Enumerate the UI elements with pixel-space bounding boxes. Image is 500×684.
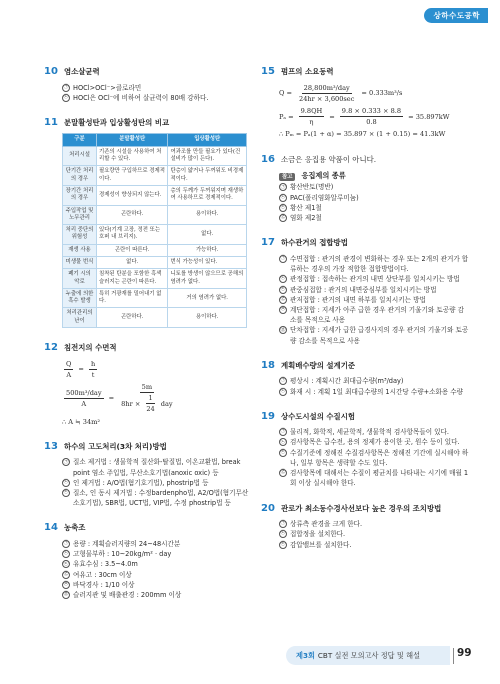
item-text: 관정접합 : 접속하는 관거의 내면 상단부를 일치시키는 방법 — [290, 275, 460, 284]
answer-item — [44, 488, 249, 508]
footer-text: CBT 실전 모의고사 정답 및 해설 — [317, 650, 421, 660]
table-cell: 곤란하다. — [97, 308, 168, 328]
question-11 — [44, 115, 249, 328]
equation-line: Q = $\frac{\text{28,800m³/day}}{24hr \times 3,600\sec}$ = 0.333m³/s — [279, 83, 403, 103]
table-cell: 필요량만 구입하므로 경제적이다. — [97, 166, 168, 186]
item-marker: ㉣ — [280, 469, 286, 476]
question-number: 12 — [44, 342, 58, 354]
item-marker: ㉡ — [280, 387, 286, 394]
question-heading: 하수관거의 접합방법 — [281, 238, 348, 248]
item-marker: ㉠ — [63, 83, 69, 90]
item-text: 감압밸브를 설치한다. — [290, 540, 352, 549]
question-12 — [44, 340, 249, 427]
hint-badge: 참고 — [279, 173, 295, 181]
footer-divider — [453, 648, 454, 664]
table-row — [63, 244, 247, 256]
item-text: 황산 제1철 — [290, 203, 322, 212]
question-number: 15 — [261, 66, 275, 77]
table-row — [63, 185, 247, 205]
table-header-cell: 구분 — [63, 134, 97, 146]
right-column — [261, 64, 469, 562]
section-tag: 상하수도공학 — [424, 8, 488, 23]
item-text: 염화 제2철 — [290, 214, 322, 223]
row-label-cell: 처리관리의 난이 — [63, 308, 97, 328]
item-marker: ㉡ — [280, 530, 286, 537]
fraction: $\frac{1}{24}$ — [146, 394, 155, 414]
item-marker: ㉠ — [280, 183, 286, 190]
table-cell: 가능하다. — [168, 244, 247, 256]
item-marker: ㉥ — [280, 326, 286, 333]
item-text: 슬러지관 및 배출관경 : 200mm 이상 — [73, 591, 182, 600]
footer-round: 제3회 — [296, 650, 315, 660]
fraction: $\frac{\text{500m³/day}}{A}$ — [66, 388, 102, 408]
row-label-cell: 주입작업 및 노무관리 — [63, 205, 97, 225]
question-20 — [261, 501, 469, 550]
item-marker: ㉣ — [63, 570, 69, 577]
answer-item — [261, 448, 469, 468]
item-marker: ㉤ — [280, 306, 286, 313]
question-number: 13 — [44, 440, 58, 452]
item-text: 고형물부하 : 10~20kg/m² · day — [73, 550, 172, 559]
answer-item — [261, 203, 469, 213]
answer-item — [261, 295, 469, 305]
table-body — [63, 146, 247, 327]
question-heading: 하수의 고도처리(3차 처리)방법 — [64, 441, 167, 451]
item-marker: ㉣ — [280, 214, 286, 221]
question-16 — [261, 152, 469, 224]
table-cell: 경제성이 향상되지 않는다. — [97, 185, 168, 205]
item-text: 여유고 : 30cm 이상 — [73, 570, 132, 579]
answer-item — [261, 519, 469, 529]
answer-item — [261, 437, 469, 447]
table-cell: 있다(기계 고장, 정전 또는 호퍼 내 브리지). — [97, 225, 168, 245]
answer-item — [44, 590, 249, 600]
answer-item — [44, 83, 249, 93]
item-text: 황산반토(명반) — [290, 183, 334, 192]
item-text: 유효수심 : 3.5~4.0m — [73, 560, 138, 569]
fraction: 5m 8hr × $\frac{1}{24}$ day — [121, 383, 173, 414]
question-heading: 농축조 — [64, 523, 86, 533]
table-row — [63, 146, 247, 166]
fraction: $\frac{9.8QH}{\eta}$ — [300, 106, 323, 127]
answer-item — [261, 325, 469, 345]
item-marker: ㉢ — [63, 489, 69, 496]
question-heading: 분말활성탄과 입상활성탄의 비교 — [64, 117, 170, 127]
question-number: 10 — [44, 66, 58, 77]
question-18 — [261, 358, 469, 397]
question-title — [261, 152, 469, 168]
hint-title: 응집제의 종류 — [301, 171, 346, 181]
question-title — [44, 439, 249, 455]
table-row — [63, 257, 247, 269]
answer-item — [261, 274, 469, 284]
answer-item — [44, 457, 249, 477]
equals-sign: = — [78, 365, 84, 374]
answer-item — [261, 540, 469, 550]
item-text: 평상시 : 계획시간 최대급수량(m³/day) — [290, 377, 404, 386]
table-cell: 없다. — [97, 257, 168, 269]
item-text: 단차접합 : 지세가 급한 급경사지의 경우 관거의 기울기와 토공량 감소를 목적으로 사용 — [290, 326, 469, 345]
answer-item — [44, 559, 249, 569]
equation-line — [62, 382, 249, 415]
answer-item — [261, 376, 469, 386]
hint-row — [261, 170, 469, 181]
item-marker: ㉠ — [63, 458, 69, 465]
table-cell: 침착된 탄분을 포함한 흑색 슬러지는 곤란이 따른다. — [97, 269, 168, 289]
item-marker: ㉢ — [280, 204, 286, 211]
question-number: 14 — [44, 522, 58, 534]
question-heading: 침전지의 수면적 — [64, 343, 117, 353]
question-13 — [44, 439, 249, 509]
item-marker: ㉠ — [280, 377, 286, 384]
table-cell: 곤란하다. — [97, 205, 168, 225]
equation-block — [44, 359, 249, 427]
answer-item — [261, 305, 469, 325]
answer-item — [261, 182, 469, 192]
answer-item — [261, 468, 469, 488]
item-marker: ㉡ — [63, 550, 69, 557]
table-header-cell: 입상활성탄 — [168, 134, 247, 146]
fraction: $\frac{Q}{A}$ — [66, 359, 72, 379]
answer-item — [44, 549, 249, 559]
item-text: 계단접합 : 지세가 아주 급한 경우 관거의 기울기와 토공량 감소를 목적으로 사용 — [290, 305, 464, 325]
answer-item — [44, 580, 249, 590]
row-label-cell: 처리시설 — [63, 146, 97, 166]
item-text: 상류측 관경을 크게 한다. — [290, 520, 363, 529]
question-number: 17 — [261, 237, 275, 249]
question-heading: 소금은 응집용 약품이 아니다. — [281, 154, 377, 164]
question-number: 18 — [261, 359, 275, 371]
equation-answer: ∴ Pₘ = Pₐ(1 + α) = 35.897 × (1 + 0.15) = 41.3kW — [279, 130, 446, 139]
item-marker: ㉤ — [63, 580, 69, 587]
question-heading: 펌프의 소요동력 — [281, 67, 334, 76]
table-cell: 니토를 방생이 않으므로 공해의 염려가 없다. — [168, 269, 247, 289]
table-row — [63, 288, 247, 308]
table-cell: 여과조를 만들 필요가 있다(건설비가 많이 든다). — [168, 146, 247, 166]
item-text: 용량 : 계획슬러지량의 24~48시간분 — [73, 539, 181, 548]
row-label-cell: 누출에 의한 흑수 발생 — [63, 288, 97, 308]
item-marker: ㉡ — [63, 93, 69, 100]
equals-sign: = — [108, 394, 115, 403]
answer-item — [261, 285, 469, 295]
item-marker: ㉡ — [280, 438, 286, 445]
item-marker: ㉠ — [280, 254, 286, 261]
fraction: $\frac{\text{28,800m³/day}}{24hr \times 3,600\sec}$ — [299, 83, 355, 103]
question-title — [44, 520, 249, 536]
question-heading: 상수도시설의 수질시험 — [281, 411, 355, 421]
row-label-cell: 재생 사용 — [63, 244, 97, 256]
comparison-table — [62, 133, 247, 328]
equation-line: Pₐ = $\frac{9.8QH}{\eta}$ = $\frac{9.8 \times 0.333 \times 8.8}{0.8}$ = 35.897kW — [279, 106, 450, 127]
answer-item — [261, 254, 469, 274]
answer-item — [261, 213, 469, 223]
question-title — [261, 235, 469, 251]
table-row — [63, 225, 247, 245]
question-title — [44, 115, 249, 131]
table-cell: 곤란이 따른다. — [97, 244, 168, 256]
item-marker: ㉠ — [280, 428, 286, 435]
row-label-cell: 단기간 처리의 경우 — [63, 166, 97, 186]
question-heading: 염소살균력 — [64, 67, 100, 76]
item-text: 질소, 인 동시 제거법 : 수정bardenpho법, A2/O법(혐기무산소호기법), SBR법, UCT법, VIP법, 수정 phostrip법 등 — [73, 489, 249, 508]
question-number: 20 — [261, 502, 275, 514]
fraction: $\frac{9.8 \times 0.333 \times 8.8}{0.8}$ — [341, 106, 402, 127]
question-17 — [261, 235, 469, 345]
question-title — [261, 409, 469, 425]
answer-item — [44, 570, 249, 580]
item-marker: ㉢ — [63, 560, 69, 567]
equation-answer: ∴ A ≒ 34m² — [62, 417, 101, 426]
table-cell: 층의 두께가 두꺼워지며 재생하여 사용하므로 경제적이다. — [168, 185, 247, 205]
item-text: 접합정을 설치한다. — [290, 530, 346, 539]
item-marker: ㉠ — [63, 540, 69, 547]
table-row — [63, 269, 247, 289]
question-number: 11 — [44, 116, 58, 128]
question-title — [261, 501, 469, 517]
row-label-cell: 처리 중단의 위험성 — [63, 225, 97, 245]
question-heading: 계획배수량의 설계기준 — [281, 360, 355, 370]
table-cell: 번식 가능성이 있다. — [168, 257, 247, 269]
equation-line — [62, 359, 249, 380]
table-cell: 용이하다. — [168, 308, 247, 328]
question-14 — [44, 520, 249, 600]
page-number: 99 — [457, 647, 472, 659]
table-cell: 기존의 시설을 사용하여 처리할 수 있다. — [97, 146, 168, 166]
table-cell: 탄층이 얇거나 두꺼워도 비경제적이다. — [168, 166, 247, 186]
item-text: 질소 제거법 : 생물학적 질산화-탈질법, 이온교환법, break point 염소 주입법, 무산소호기법(anoxic oxic) 등 — [73, 458, 241, 477]
item-text: 바닥경사 : 1/10 이상 — [73, 580, 135, 589]
answer-item — [261, 529, 469, 539]
question-title — [44, 64, 249, 80]
item-text: 화재 시 : 계획 1일 최대급수량의 1시간당 수량+소화용 수량 — [290, 387, 464, 396]
question-10 — [44, 64, 249, 103]
item-marker: ㉠ — [280, 520, 286, 527]
table-header-row — [63, 134, 247, 146]
item-marker: ㉢ — [280, 540, 286, 547]
table-cell: 없다. — [168, 225, 247, 245]
question-title — [261, 358, 469, 374]
table-row — [63, 308, 247, 328]
answer-item — [44, 539, 249, 549]
item-marker: ㉢ — [280, 448, 286, 455]
table-row — [63, 166, 247, 186]
item-text: 인 제거법 : A/O법(혐기호기법), phostrip법 등 — [73, 478, 209, 487]
item-text: 수면접합 : 관거의 관경이 변화하는 경우 또는 2개의 관거가 합류하는 경우의 가장 적합한 접합방법이다. — [290, 254, 469, 274]
answer-item — [261, 387, 469, 397]
question-19 — [261, 409, 469, 489]
footer-title — [286, 646, 450, 665]
item-text: 검사항목에 대해서는 수질이 평균치를 나타내는 시기에 매월 1회 이상 실시해야 한다. — [290, 469, 469, 488]
table-header-cell: 분말활성탄 — [97, 134, 168, 146]
item-marker: ㉣ — [280, 295, 286, 302]
answer-item — [261, 193, 469, 203]
question-15 — [261, 64, 469, 140]
item-marker: ㉥ — [63, 591, 69, 598]
item-text: 관저접합 : 관거의 내면 하부를 일치시키는 방법 — [290, 295, 426, 304]
item-marker: ㉡ — [280, 275, 286, 282]
item-text: HOCl은 OCl⁻에 비하여 살균력이 80배 강하다. — [73, 93, 209, 102]
item-marker: ㉡ — [280, 193, 286, 200]
item-text: 물리적, 화학적, 세균학적, 생물학적 검사항목들이 있다. — [290, 428, 449, 437]
row-label-cell: 폐기 시의 악로 — [63, 269, 97, 289]
fraction: $\frac{h}{t}$ — [90, 359, 96, 379]
equation-block — [261, 83, 469, 140]
row-label-cell: 미생물 번식 — [63, 257, 97, 269]
item-text: 수질기준에 정해진 수질검사항목은 정해진 기간에 실시해야 하나, 일부 항목은 생략할 수도 있다. — [290, 448, 469, 467]
table-row — [63, 205, 247, 225]
answer-item — [44, 93, 249, 103]
left-column — [44, 64, 249, 612]
question-title — [44, 340, 249, 356]
answer-item — [44, 478, 249, 488]
item-text: 관중심접합 : 관거의 내면중심부를 일치시키는 방법 — [290, 285, 437, 294]
table-cell: 거의 염려가 없다. — [168, 288, 247, 308]
table-cell: 용이하다. — [168, 205, 247, 225]
item-text: PAC(폴리염화알루미늄) — [290, 193, 359, 202]
item-text: 검사항목은 급수전, 용의 정제가 용이한 곳, 원수 등이 있다. — [290, 438, 460, 447]
row-label-cell: 장기간 처리의 경우 — [63, 185, 97, 205]
question-number: 16 — [261, 153, 275, 165]
question-title — [261, 64, 469, 80]
table-cell: 특히 거광재를 밀어내기 없다. — [97, 288, 168, 308]
question-number: 19 — [261, 410, 275, 422]
item-marker: ㉡ — [63, 478, 69, 485]
answer-item — [261, 427, 469, 437]
item-marker: ㉢ — [280, 285, 286, 292]
item-text: HOCl>OCl⁻>클로라민 — [73, 83, 142, 92]
question-heading: 관로가 최소동수경사선보다 높은 경우의 조치방법 — [281, 503, 442, 513]
